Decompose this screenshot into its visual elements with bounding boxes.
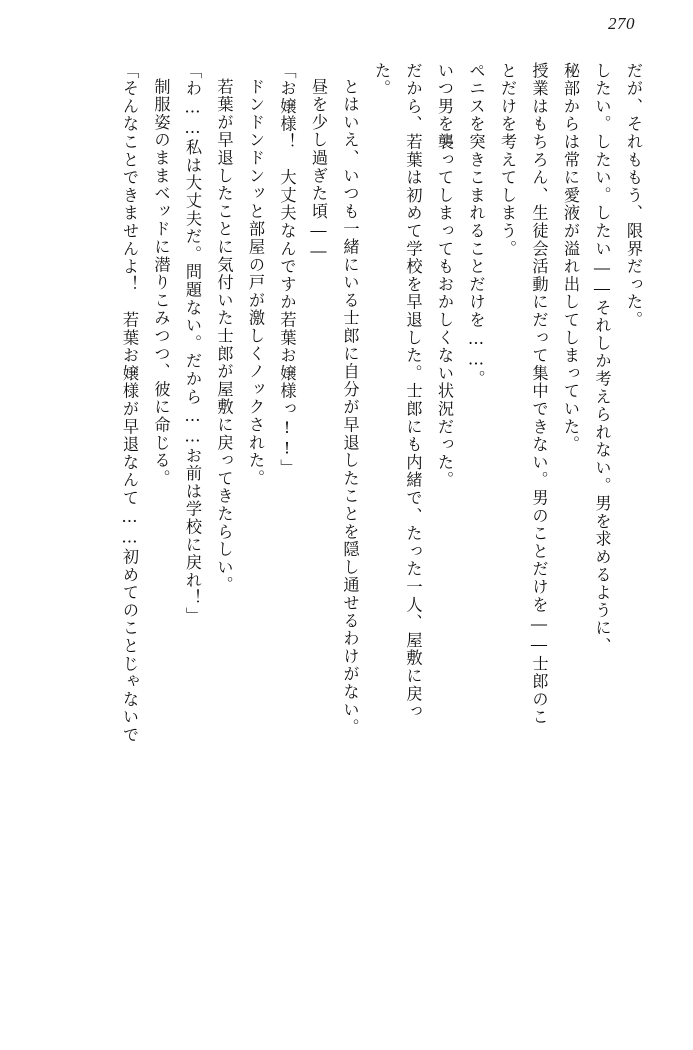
- paragraph: だから、若葉は初めて学校を早退した。士郎にも内緒で、たった一人、屋敷に戻っ: [403, 62, 423, 721]
- paragraph: 「そんなことできませんよ！ 若葉お嬢様が早退なんて……初めてのことじゃないで: [120, 62, 139, 744]
- paragraph: 若葉が早退したことに気付いた士郎が屋敷に戻ってきたらしい。: [214, 78, 234, 595]
- paragraph: ドンドンドンッと部屋の戸が激しくノックされた。: [246, 78, 265, 488]
- paragraph: 「お嬢様！ 大丈夫なんですか若葉お嬢様っ!!」: [277, 62, 297, 477]
- paragraph: とだけを考えてしまう。: [498, 62, 517, 258]
- paragraph: 「わ……私は大丈夫だ。問題ない。だから……お前は学校に戻れ！」: [183, 62, 202, 625]
- paragraph: ペニスを突きこまれることだけを……。: [466, 62, 486, 388]
- paragraph: 秘部からは常に愛液が溢れ出してしまっていた。: [561, 62, 580, 454]
- paragraph: だが、それももう、限界だった。: [624, 62, 643, 329]
- paragraph: 授業はもちろん、生徒会活動にだって集中できない。男のことだけを――士郎のこ: [529, 62, 549, 727]
- paragraph: とはいえ、いつも一緒にいる士郎に自分が早退したことを隠し通せるわけがない。: [340, 78, 360, 737]
- paragraph: 制服姿のままベッドに潜りこみつつ、彼に命じる。: [151, 78, 171, 488]
- paragraph: 昼を少し過ぎた頃――: [309, 78, 328, 262]
- page-number: 270: [608, 14, 635, 33]
- paragraph: いつ男を襲ってしまってもおかしくない状況だった。: [435, 62, 454, 490]
- paragraph: た。: [372, 62, 391, 98]
- paragraph: したい。したい。したい――それしか考えられない。男を求めるように、: [592, 62, 612, 655]
- page-body-text: [44, 62, 649, 1016]
